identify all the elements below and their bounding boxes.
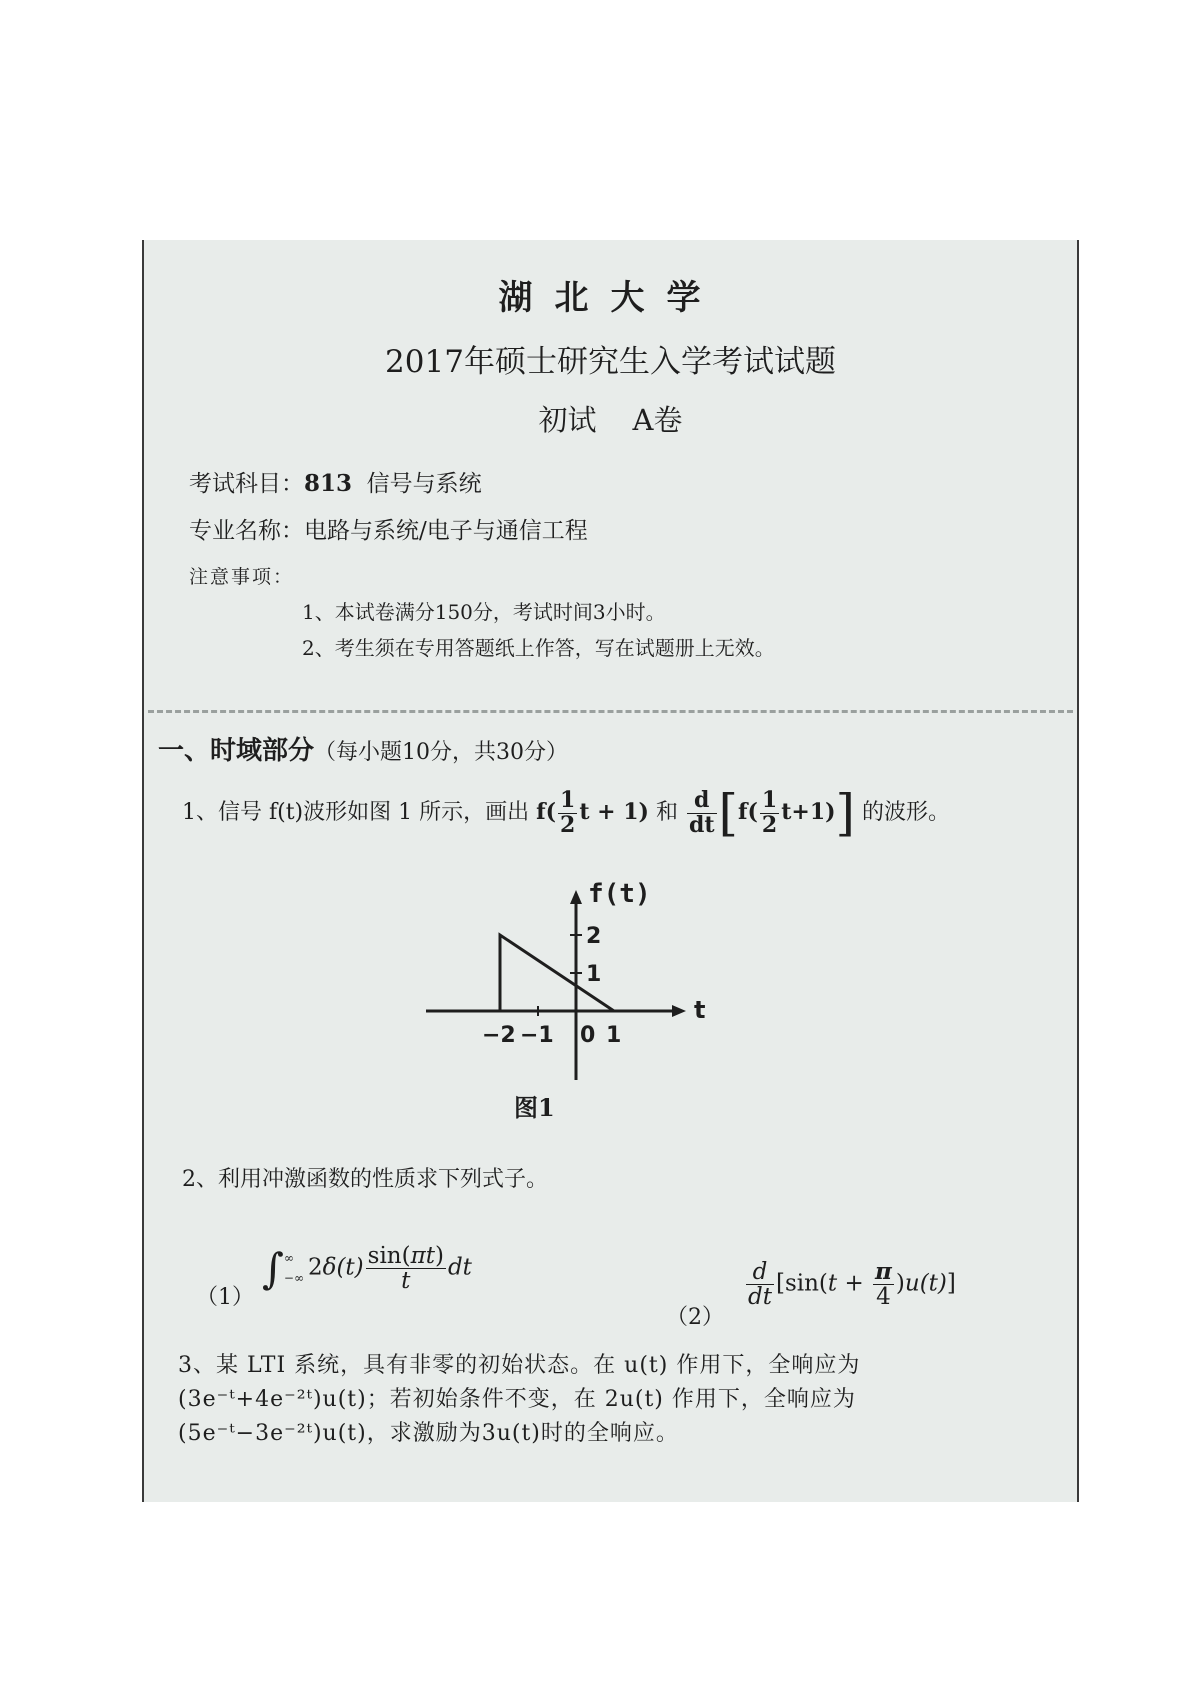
section-score-note: （每小题10分，共30分） (314, 740, 569, 765)
question-3-line: (5e⁻ᵗ−3e⁻²ᵗ)u(t)，求激励为3u(t)时的全响应。 (178, 1421, 679, 1446)
x-axis-label: t (694, 996, 706, 1024)
x-tick-label-minus2: −2 (482, 1023, 516, 1048)
note-item: 1、本试卷满分150分，考试时间3小时。 (302, 600, 666, 624)
y-tick-label-1: 1 (586, 962, 602, 987)
exam-paper (142, 240, 1079, 1502)
q1-expr-2: $\frac{d}{dt}$ [f( $\frac{1}{2}$ t+1)] (688, 784, 856, 842)
q1-text-end: 的波形。 (862, 800, 951, 825)
y-axis-arrow (570, 890, 582, 904)
exam-round: 初试 (538, 403, 597, 437)
section-heading (158, 730, 568, 767)
y-tick-label-2: 2 (586, 924, 602, 949)
subject-label: 考试科目： (189, 471, 304, 497)
question-1 (182, 784, 951, 842)
figure-1-plot (424, 880, 724, 1080)
x-axis-arrow (672, 1005, 686, 1017)
q2-part2-formula: $\frac{d}{dt}$ [sin(t + $\frac{\pi}{4}$ )u(t)] (748, 1258, 956, 1311)
question-2: 2、利用冲激函数的性质求下列式子。 (182, 1167, 548, 1192)
subject-code: 813 (304, 470, 353, 497)
paper-version: A卷 (632, 403, 683, 437)
notes-title: 注意事项： (189, 566, 295, 588)
x-tick-label-1: 1 (606, 1023, 622, 1048)
x-tick-label-0: 0 (580, 1023, 596, 1048)
exam-subject (189, 465, 482, 498)
subject-name: 信号与系统 (366, 471, 482, 497)
exam-title: 2017年硕士研究生入学考试试题 (385, 344, 836, 380)
section-title: 一、时域部分 (158, 736, 315, 766)
question-3-line: (3e⁻ᵗ+4e⁻²ᵗ)u(t)；若初始条件不变，在 2u(t) 作用下，全响应为 (178, 1387, 856, 1412)
q2-part1-label: （1） (196, 1285, 254, 1310)
section-divider (148, 710, 1073, 713)
major-name: 电路与系统/电子与通信工程 (304, 518, 588, 544)
question-3-line: 3、某 LTI 系统，具有非零的初始状态。在 u(t) 作用下，全响应为 (178, 1353, 861, 1378)
x-tick-label-minus1: −1 (520, 1023, 554, 1048)
q1-text: 1、信号 f(t)波形如图 1 所示，画出 (182, 800, 530, 825)
q1-expr-1: f( $\frac{1}{2}$ t + 1) (536, 787, 649, 838)
note-item: 2、考生须在专用答题纸上作答，写在试题册上无效。 (302, 636, 775, 660)
exam-type (144, 398, 1077, 439)
y-axis-label: f(t) (588, 880, 651, 909)
q2-part2-label: （2） (666, 1305, 724, 1330)
university-name: 湖北大学 (498, 278, 723, 318)
q1-and: 和 (655, 800, 678, 825)
q2-part1-formula: ∫∞ −∞ 2δ(t) $\frac{\sin(\pi t)}{t}$ dt (262, 1243, 472, 1295)
figure-1-caption: 图1 (514, 1093, 555, 1122)
major (189, 512, 588, 545)
major-label: 专业名称： (189, 518, 304, 544)
